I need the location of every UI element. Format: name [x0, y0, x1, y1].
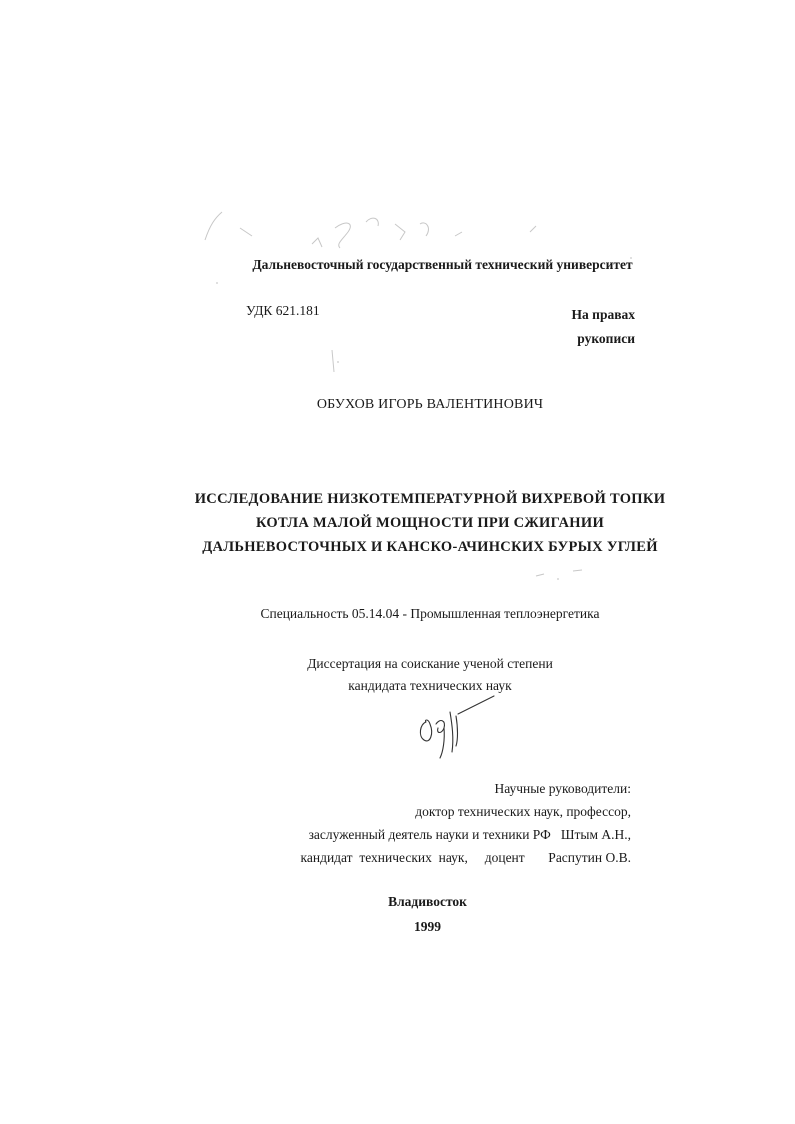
degree-statement	[0, 653, 795, 697]
scientific-advisors	[301, 777, 632, 869]
specialty-line: Специальность 05.14.04 - Промышленная теплоэнергетика	[260, 606, 600, 621]
signature	[412, 694, 502, 764]
title-line-2: КОТЛА МАЛОЙ МОЩНОСТИ ПРИ СЖИГАНИИ	[255, 515, 605, 531]
dissertation-title	[0, 487, 795, 559]
advisors-heading: Научные руководители:	[494, 781, 631, 796]
university-name: Дальневосточный государственный технический университет	[252, 257, 633, 272]
title-line-1: ИССЛЕДОВАНИЕ НИЗКОТЕМПЕРАТУРНОЙ ВИХРЕВОЙ ТОПКИ	[194, 491, 666, 507]
place-and-year	[0, 889, 795, 939]
year: 1999	[414, 919, 441, 934]
manuscript-rights	[572, 303, 635, 351]
rights-line-2: рукописи	[577, 331, 635, 346]
advisor-line-1: доктор технических наук, профессор,	[415, 804, 631, 819]
author-name: ОБУХОВ ИГОРЬ ВАЛЕНТИНОВИЧ	[316, 397, 544, 412]
udk-code: УДК 621.181	[246, 303, 320, 318]
degree-line-1: Диссертация на соискание ученой степени	[307, 656, 553, 671]
degree-line-2: кандидата технических наук	[348, 678, 512, 693]
title-line-3: ДАЛЬНЕВОСТОЧНЫХ И КАНСКО-АЧИНСКИХ БУРЫХ УГЛЕЙ	[202, 539, 658, 555]
city: Владивосток	[388, 894, 467, 909]
rights-line-1: На правах	[571, 307, 635, 322]
advisor-line-2: заслуженный деятель науки и техники РФ Штым А.Н.,	[308, 827, 631, 842]
advisor-line-3: кандидат технических наук, доцент Распутин О.В.	[300, 850, 631, 865]
